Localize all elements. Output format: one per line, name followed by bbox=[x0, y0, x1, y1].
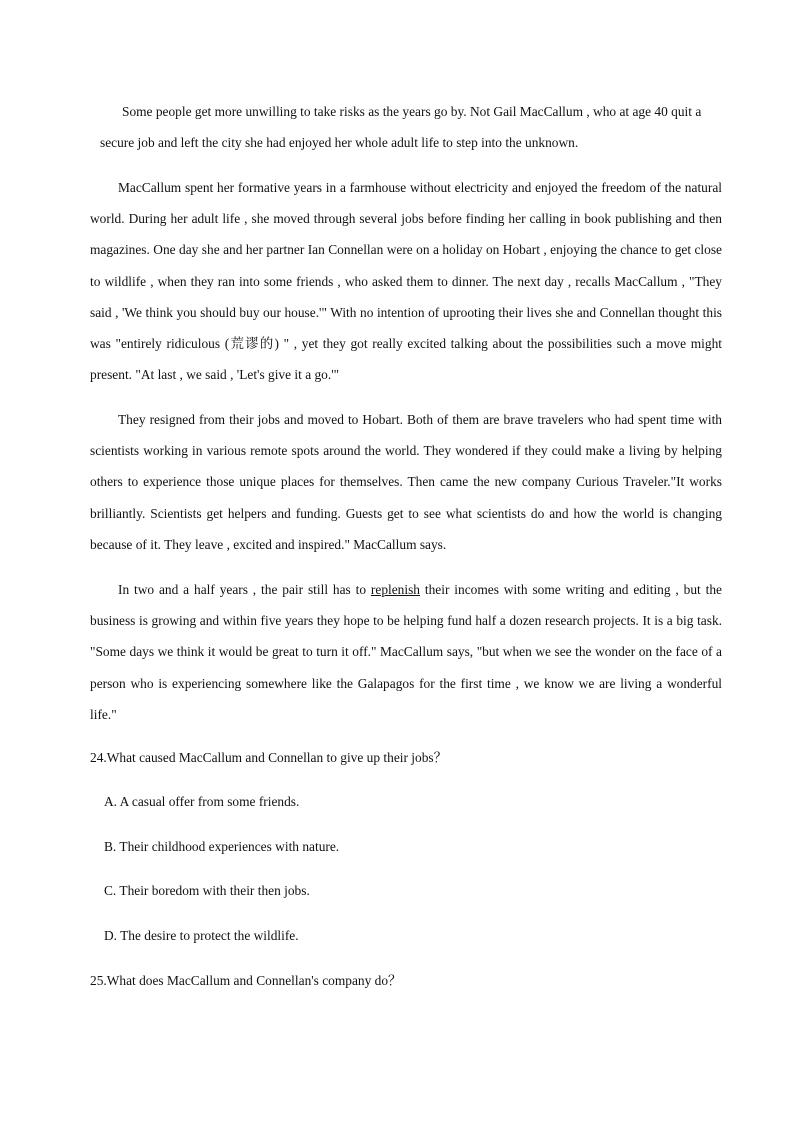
paragraph-4-text-before: In two and a half years , the pair still has to bbox=[118, 582, 371, 597]
question-24-option-c: C. Their boredom with their then jobs. bbox=[104, 883, 310, 898]
question-24-option-d: D. The desire to protect the wildlife. bbox=[104, 928, 299, 943]
underlined-word-replenish: replenish bbox=[370, 582, 421, 597]
question-25-stem: 25.What does MacCallum and Connellan's company do？ bbox=[90, 973, 402, 988]
question-24-option-a: A. A casual offer from some friends. bbox=[104, 794, 300, 809]
passage-paragraph-3: They resigned from their jobs and moved to Hobart. Both of them are brave travelers who had spent time with scientists working in various remote spots around the world. They wondered if they could make a living by helping others to experience those unique places for themselves. Then came the new company Curious Traveler."It works brilliantly. Scientists get helpers and funding. Guests get to see what scientists do and how the world is changing because of it. They leave , excited and inspired." MacCallum says. bbox=[90, 412, 722, 552]
question-24-stem: 24.What caused MacCallum and Connellan to give up their jobs？ bbox=[90, 750, 448, 765]
passage-paragraph-1: Some people get more unwilling to take risks as the years go by. Not Gail MacCallum , who at age 40 quit a secure job and left the city she had enjoyed her whole adult life to step into the unknown. bbox=[100, 104, 702, 151]
passage-paragraph-4 bbox=[90, 574, 722, 730]
question-24-option-b: B. Their childhood experiences with nature. bbox=[104, 839, 340, 854]
paragraph-4-text-after: their incomes with some writing and editing , but the business is growing and within five years they hope to be helping fund half a dozen research projects. It is a big task. "Some days we think it would be great to turn it off." MacCallum says, "but when we see the wonder on the face of a person who is experiencing somewhere like the Galapagos for the first time , we know we are living a wonderful life." bbox=[90, 582, 722, 722]
passage-paragraph-2: MacCallum spent her formative years in a farmhouse without electricity and enjoyed the freedom of the natural world. During her adult life , she moved through several jobs before finding her calling in book publishing and then magazines. One day she and her partner Ian Connellan were on a holiday on Hobart , enjoying the chance to get close to wildlife , when they ran into some friends , who asked them to dinner. The next day , recalls MacCallum , "They said , 'We think you should buy our house.'" With no intention of uprooting their lives she and Connellan thought this was "entirely ridiculous (荒谬的) " , yet they got really excited talking about the possibilities such a move might present. "At last , we said , 'Let's give it a go.'" bbox=[90, 180, 722, 383]
